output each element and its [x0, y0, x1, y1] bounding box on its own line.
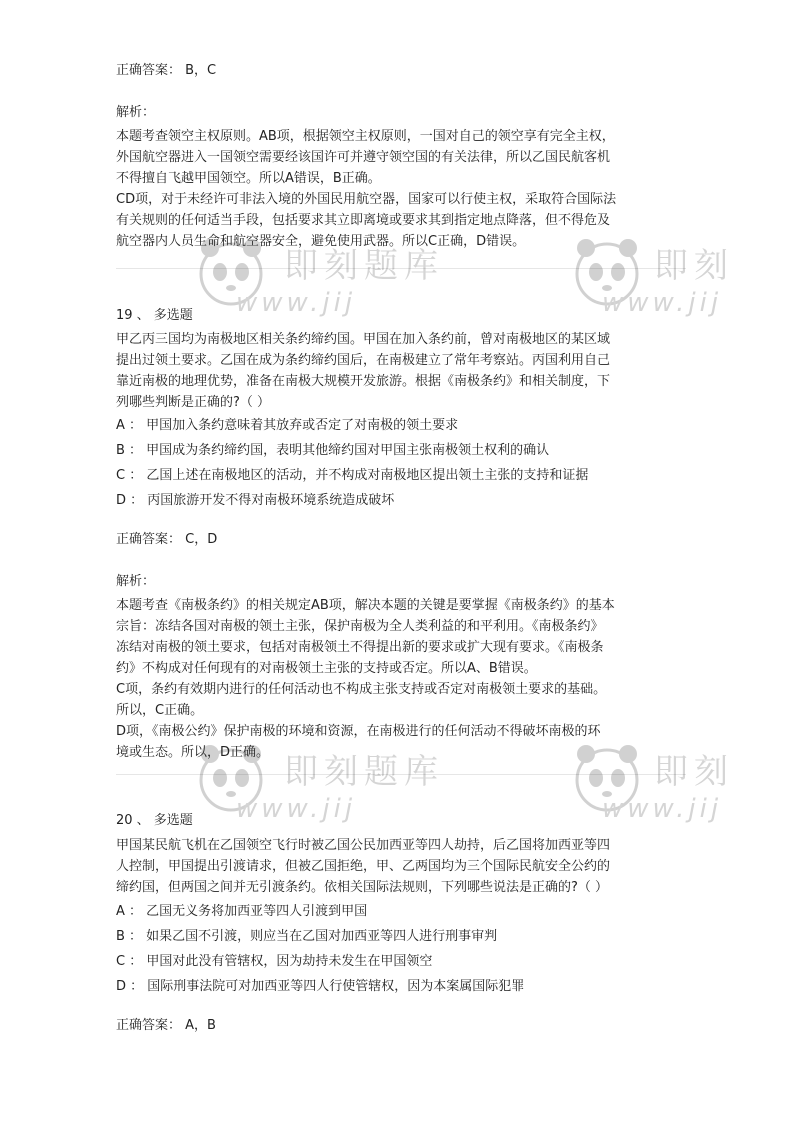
- q19-analysis-line: 所以，C正确。: [116, 703, 204, 718]
- q19-analysis-line: D项，《南极公约》保护南极的环境和资源，在南极进行的任何活动不得破坏南极的环: [116, 724, 601, 739]
- q19-option-d: D ： 丙国旅游开发不得对南极环境系统造成破坏: [116, 493, 395, 508]
- q19-stem-line: 靠近南极的地理优势，准备在南极大规模开发旅游。根据《南极条约》和相关制度，下: [116, 374, 611, 389]
- q19-header: 19 、 多选题: [116, 308, 193, 323]
- q18-answer: 正确答案： B，C: [116, 63, 217, 78]
- section-divider: [116, 774, 686, 775]
- q20-answer: 正确答案： A，B: [116, 1018, 216, 1033]
- q18-analysis-title: 解析：: [116, 105, 156, 120]
- q20-option-b: B ： 如果乙国不引渡，则应当在乙国对加西亚等四人进行刑事审判: [116, 929, 498, 944]
- q19-stem-line: 列哪些判断是正确的?（ ）: [116, 395, 271, 410]
- q19-analysis-line: 宗旨：冻结各国对南极的领土主张，保护南极为全人类利益的和平利用。《南极条约》: [116, 619, 604, 634]
- q18-analysis-line: 本题考查领空主权原则。AB项，根据领空主权原则，一国对自己的领空享有完全主权，: [116, 129, 615, 144]
- q20-header: 20 、 多选题: [116, 813, 193, 828]
- watermark-url: www.jij: [236, 288, 357, 318]
- q18-analysis-line: 有关规则的任何适当手段，包括要求其立即离境或要求其到指定地点降落，但不得危及: [116, 213, 611, 228]
- q20-option-a: A ： 乙国无义务将加西亚等四人引渡到甲国: [116, 904, 368, 919]
- q19-option-b: B ： 甲国成为条约缔约国，表明其他缔约国对甲国主张南极领土权利的确认: [116, 443, 550, 458]
- q19-stem-line: 甲乙丙三国均为南极地区相关条约缔约国。甲国在加入条约前，曾对南极地区的某区域: [116, 332, 611, 347]
- watermark-brand: 即刻题库: [284, 246, 444, 286]
- q18-analysis-line: 外国航空器进入一国领空需要经该国许可并遵守领空国的有关法律，所以乙国民航客机: [116, 150, 611, 165]
- watermark-brand-cut: 即刻: [654, 246, 734, 286]
- q19-analysis-title: 解析：: [116, 574, 156, 589]
- q20-option-d: D ： 国际刑事法院可对加西亚等四人行使管辖权，因为本案属国际犯罪: [116, 979, 525, 994]
- q18-analysis-line: CD项，对于未经许可非法入境的外国民用航空器，国家可以行使主权，采取符合国际法: [116, 192, 617, 207]
- q20-stem-line: 缔约国，但两国之间并无引渡条约。依相关国际法规则，下列哪些说法是正确的?（ ）: [116, 880, 609, 895]
- q20-option-c: C ： 甲国对此没有管辖权，因为劫持未发生在甲国领空: [116, 954, 433, 969]
- q19-analysis-line: 本题考查《南极条约》的相关规定AB项，解决本题的关键是要掌握《南极条约》的基本: [116, 598, 615, 613]
- q19-answer: 正确答案： C，D: [116, 532, 218, 547]
- q19-option-c: C ： 乙国上述在南极地区的活动，并不构成对南极地区提出领土主张的支持和证据: [116, 468, 589, 483]
- watermark-url: www.jij: [236, 794, 357, 824]
- watermark-brand: 即刻题库: [284, 752, 444, 792]
- q19-analysis-line: C项，条约有效期内进行的任何活动也不构成主张支持或否定对南极领土要求的基础。: [116, 682, 607, 697]
- q20-stem-line: 人控制，甲国提出引渡请求，但被乙国拒绝，甲、乙两国均为三个国际民航安全公约的: [116, 859, 611, 874]
- watermark-url-cut: www.jij: [602, 794, 723, 824]
- q19-stem-line: 提出过领土要求。乙国在成为条约缔约国后，在南极建立了常年考察站。丙国利用自己: [116, 353, 611, 368]
- q19-analysis-line: 冻结对南极的领土要求，包括对南极领土不得提出新的要求或扩大现有要求。《南极条: [116, 640, 604, 655]
- q19-analysis-line: 约》不构成对任何现有的对南极领土主张的支持或否定。所以A、B错误。: [116, 661, 537, 676]
- watermark-brand-cut: 即刻: [654, 752, 734, 792]
- q19-analysis-line: 境或生态。所以，D正确。: [116, 745, 270, 760]
- q19-option-a: A ： 甲国加入条约意味着其放弃或否定了对南极的领土要求: [116, 418, 459, 433]
- section-divider: [116, 268, 686, 269]
- watermark-url-cut: www.jij: [602, 288, 723, 318]
- q18-analysis-line: 不得擅自飞越甲国领空。所以A错误，B正确。: [116, 171, 381, 186]
- q20-stem-line: 甲国某民航飞机在乙国领空飞行时被乙国公民加西亚等四人劫持，后乙国将加西亚等四: [116, 838, 611, 853]
- q18-analysis-line: 航空器内人员生命和航空器安全，避免使用武器。所以C正确，D错误。: [116, 234, 526, 249]
